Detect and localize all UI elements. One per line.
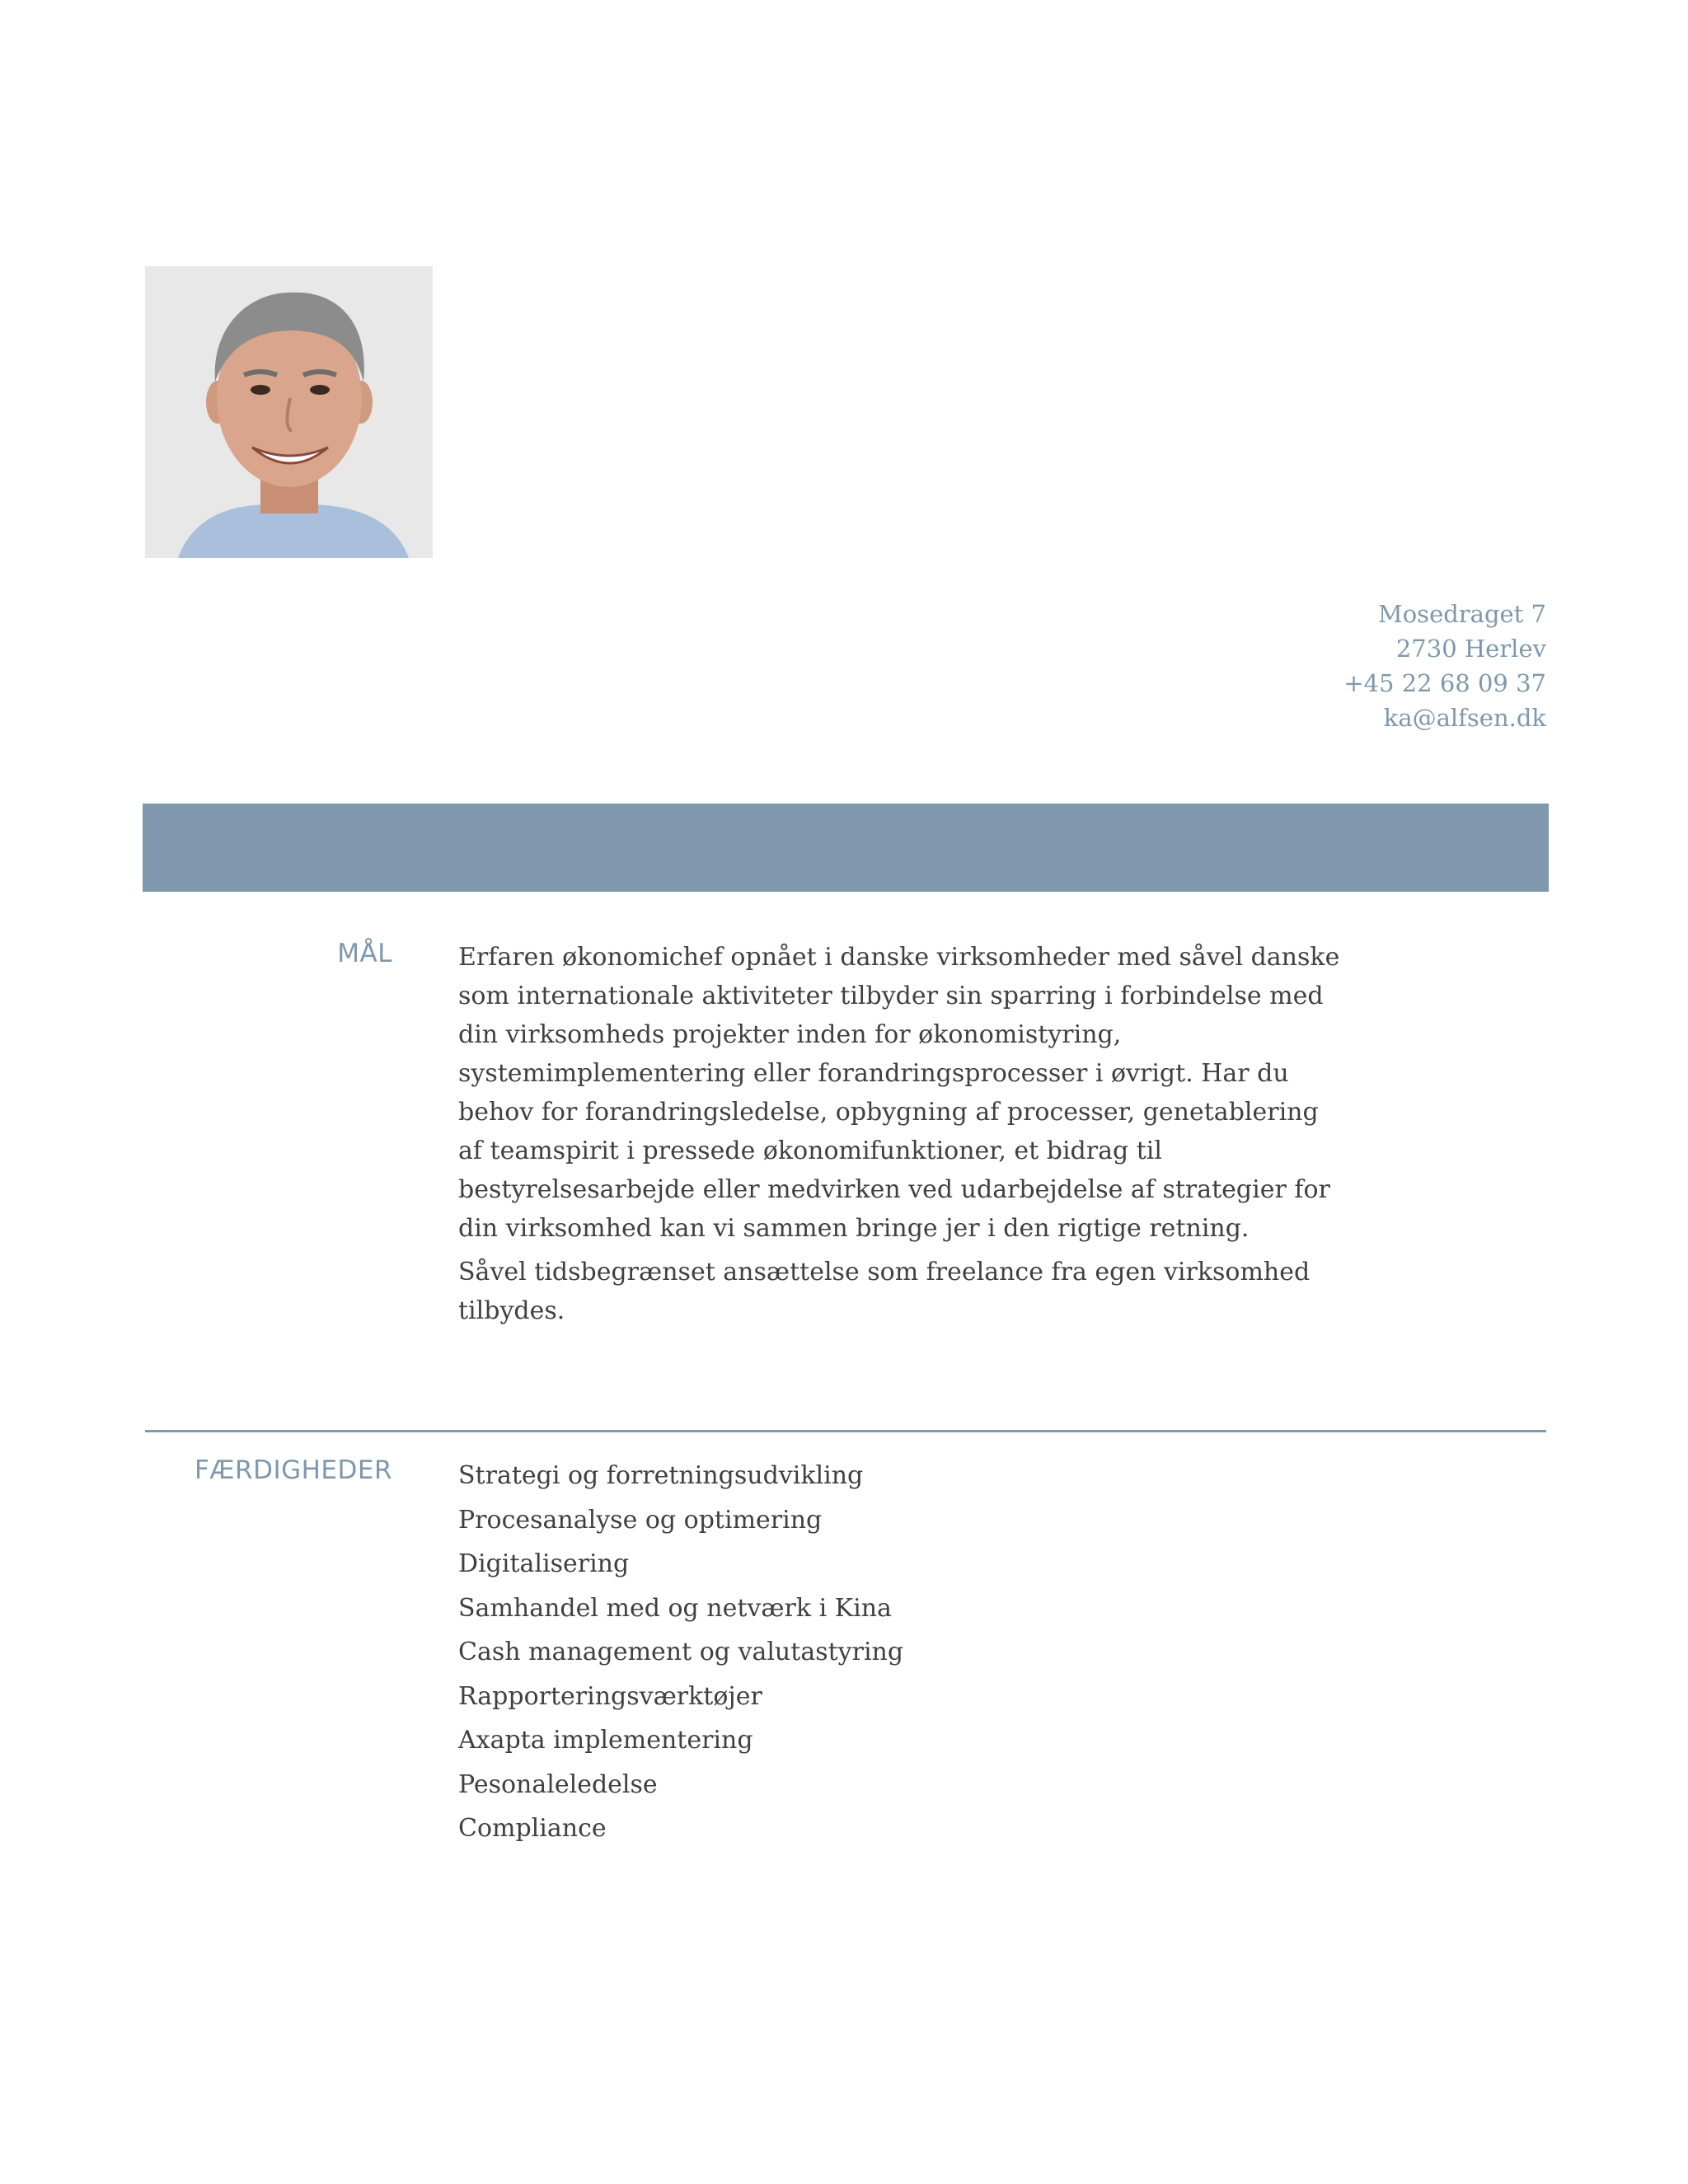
section-divider xyxy=(145,1430,1546,1432)
contact-email[interactable]: ka@alfsen.dk xyxy=(1383,704,1546,732)
list-item: Rapporteringsværktøjer xyxy=(458,1681,762,1711)
list-item: Pesonaleledelse xyxy=(458,1769,658,1799)
goal-paragraph: Såvel tidsbegrænset ansættelse som freelance fra egen virksomhed tilbydes. xyxy=(458,1258,1311,1325)
skills-section-label: FÆRDIGHEDER xyxy=(195,1455,392,1485)
contact-address: Mosedraget 7 xyxy=(1378,600,1546,628)
contact-city: 2730 Herlev xyxy=(1395,635,1546,663)
list-item: Digitalisering xyxy=(458,1549,630,1578)
list-item: Axapta implementering xyxy=(458,1726,753,1755)
skills-list xyxy=(458,1454,903,1851)
goal-section-text xyxy=(458,938,1348,1335)
list-item: Cash management og valutastyring xyxy=(458,1638,904,1666)
list-item: Samhandel med og netværk i Kina xyxy=(458,1593,892,1623)
goal-paragraph: Erfaren økonomichef opnået i danske virksomheder med såvel danske som internationale aktiviteter tilbyder sin sparring i forbindelse med din virksomheds projekter inden for økonomistyring, systemimplementering eller forandringsprocesser i øvrigt. Har du behov for forandringsledelse, opbygning af processer, genetablering af teamspirit i pressede økonomifunktioner, et bidrag til bestyrelsesarbejde eller medvirken ved udarbejdelse af strategier for din virksomhed kan vi sammen bringe jer i den rigtige retning. xyxy=(458,943,1340,1243)
list-item: Procesanalyse og optimering xyxy=(458,1505,823,1535)
list-item: Strategi og forretningsudvikling xyxy=(458,1461,864,1490)
contact-phone: +45 22 68 09 37 xyxy=(1343,669,1546,697)
contact-info xyxy=(1343,597,1546,735)
portrait-photo-icon xyxy=(145,266,433,558)
profile-photo xyxy=(145,266,433,558)
list-item: Compliance xyxy=(458,1814,607,1843)
header-banner xyxy=(143,804,1549,892)
goal-section-label: MÅL xyxy=(337,939,392,968)
